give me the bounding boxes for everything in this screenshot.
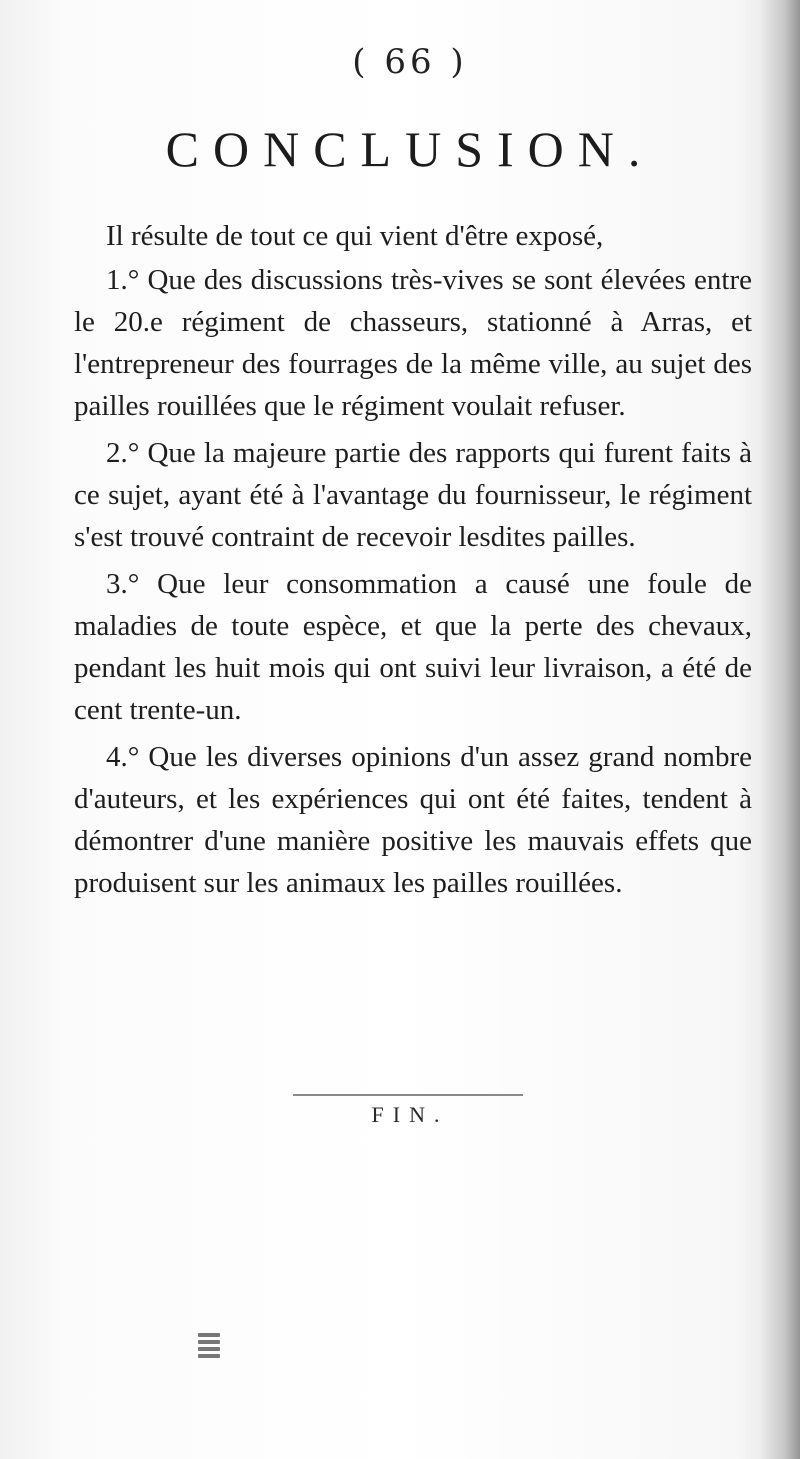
conclusion-body xyxy=(74,215,752,909)
conclusion-item-2: 2.° Que la majeure partie des rapports qui furent faits à ce sujet, ayant été à l'avantage du fournisseur, le régiment s'est trouvé contraint de recevoir lesdites pailles. xyxy=(74,437,752,553)
conclusion-item-1: 1.° Que des discussions très-vives se sont élevées entre le 20.e régiment de chasseurs, stationné à Arras, et l'entrepreneur des fourrages de la même ville, au sujet des pailles rouillées que le régiment voulait refuser. xyxy=(74,264,752,422)
end-divider-rule xyxy=(293,1094,523,1096)
page-spine-shadow xyxy=(760,0,800,1459)
page-number: ( 66 ) xyxy=(352,42,468,82)
conclusion-item-3: 3.° Que leur consommation a causé une foule de maladies de toute espèce, et que la perte des chevaux, pendant les huit mois qui ont suivi leur livraison, a été de cent trente-un. xyxy=(74,568,752,726)
chapter-title: CONCLUSION. xyxy=(165,121,655,177)
fin-label: FIN. xyxy=(371,1102,449,1127)
printer-mark-icon xyxy=(198,1330,220,1374)
intro-paragraph: Il résulte de tout ce qui vient d'être exposé, xyxy=(106,220,604,252)
conclusion-item-4: 4.° Que les diverses opinions d'un assez grand nombre d'auteurs, et les expériences qui ont été faites, tendent à démontrer d'une manière positive les mauvais effets que produisent sur les animaux les pailles rouillées. xyxy=(74,741,752,899)
